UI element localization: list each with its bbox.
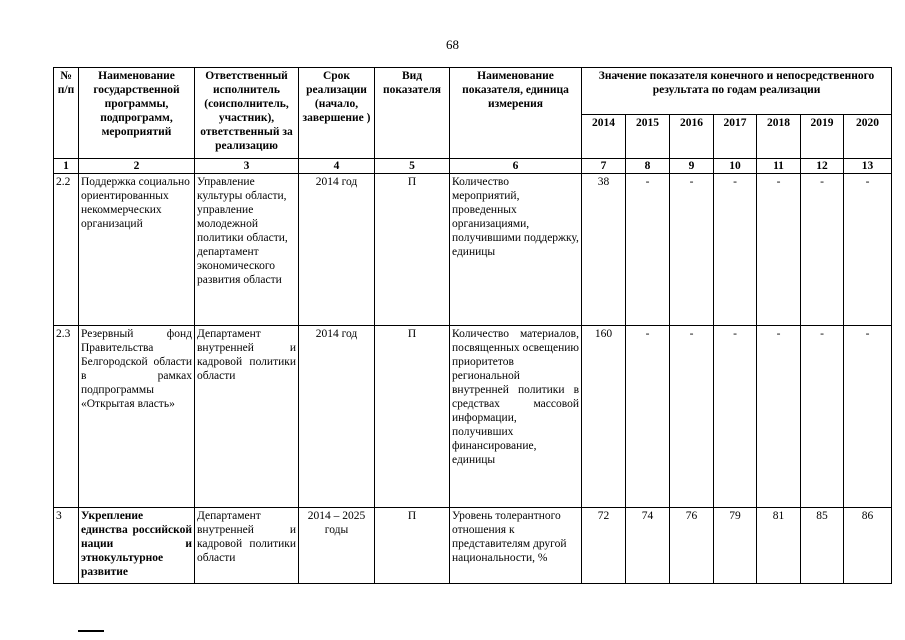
row-value: - <box>670 174 714 326</box>
row-executor: Управление культуры области, управление молодежной политики области, департамент экономического развития области <box>195 174 299 326</box>
row-type: П <box>375 508 450 584</box>
table-row <box>54 174 892 326</box>
column-number: 5 <box>375 159 450 174</box>
header-year: 2019 <box>801 115 844 159</box>
row-value: - <box>714 326 757 508</box>
row-value: 38 <box>582 174 626 326</box>
column-number: 6 <box>450 159 582 174</box>
column-number-row <box>54 159 892 174</box>
row-term: 2014 год <box>299 174 375 326</box>
row-value: 79 <box>714 508 757 584</box>
scan-mark <box>78 630 104 632</box>
column-number: 13 <box>844 159 892 174</box>
row-term: 2014 – 2025 годы <box>299 508 375 584</box>
header-year: 2014 <box>582 115 626 159</box>
row-type: П <box>375 174 450 326</box>
table-row <box>54 326 892 508</box>
row-value: - <box>670 326 714 508</box>
header-year: 2018 <box>757 115 801 159</box>
row-value: 160 <box>582 326 626 508</box>
row-value: 72 <box>582 508 626 584</box>
header-num: № п/п <box>54 68 79 159</box>
row-value: 76 <box>670 508 714 584</box>
column-number: 7 <box>582 159 626 174</box>
row-num: 2.2 <box>54 174 79 326</box>
header-year: 2016 <box>670 115 714 159</box>
row-num: 2.3 <box>54 326 79 508</box>
row-num: 3 <box>54 508 79 584</box>
header-executor: Ответственный исполнитель (соисполнитель, участник), ответственный за реализацию <box>195 68 299 159</box>
column-number: 9 <box>670 159 714 174</box>
column-number: 1 <box>54 159 79 174</box>
column-number: 10 <box>714 159 757 174</box>
column-number: 2 <box>79 159 195 174</box>
column-number: 11 <box>757 159 801 174</box>
column-number: 8 <box>626 159 670 174</box>
header-type: Вид показателя <box>375 68 450 159</box>
header-values-group: Значение показателя конечного и непосредственного результата по годам реализации <box>582 68 892 115</box>
row-value: - <box>844 326 892 508</box>
row-value: 85 <box>801 508 844 584</box>
column-number: 4 <box>299 159 375 174</box>
header-year: 2015 <box>626 115 670 159</box>
row-value: - <box>626 326 670 508</box>
row-value: - <box>757 174 801 326</box>
page-number: 68 <box>446 37 459 52</box>
header-year: 2017 <box>714 115 757 159</box>
row-value: - <box>714 174 757 326</box>
row-indicator: Количество материалов, посвященных освещению приоритетов региональной внутренней политики в средствах массовой информации, получивших финансирование, единицы <box>450 326 582 508</box>
row-term: 2014 год <box>299 326 375 508</box>
row-name: Поддержка социально ориентированных некоммерческих организаций <box>79 174 195 326</box>
table-row <box>54 508 892 584</box>
column-number: 3 <box>195 159 299 174</box>
row-value: 81 <box>757 508 801 584</box>
header-year: 2020 <box>844 115 892 159</box>
row-indicator: Количество мероприятий, проведенных организациями, получившими поддержку, единицы <box>450 174 582 326</box>
row-value: 74 <box>626 508 670 584</box>
row-value: - <box>757 326 801 508</box>
row-value: - <box>801 326 844 508</box>
header-name: Наименование государственной программы, подпрограмм, мероприятий <box>79 68 195 159</box>
program-indicators-table <box>53 67 892 584</box>
row-type: П <box>375 326 450 508</box>
row-name: Укрепление единства российской нации и этнокультурное развитие <box>79 508 195 584</box>
row-value: - <box>626 174 670 326</box>
row-executor: Департамент внутренней и кадровой политики области <box>195 326 299 508</box>
header-indicator: Наименование показателя, единица измерения <box>450 68 582 159</box>
row-indicator: Уровень толерантного отношения к представителям другой национальности, % <box>450 508 582 584</box>
row-executor: Департамент внутренней и кадровой политики области <box>195 508 299 584</box>
row-value: 86 <box>844 508 892 584</box>
column-number: 12 <box>801 159 844 174</box>
row-value: - <box>844 174 892 326</box>
row-name: Резервный фонд Правительства Белгородской области в рамках подпрограммы «Открытая власть» <box>79 326 195 508</box>
row-value: - <box>801 174 844 326</box>
header-term: Срок реализации (начало, завершение ) <box>299 68 375 159</box>
